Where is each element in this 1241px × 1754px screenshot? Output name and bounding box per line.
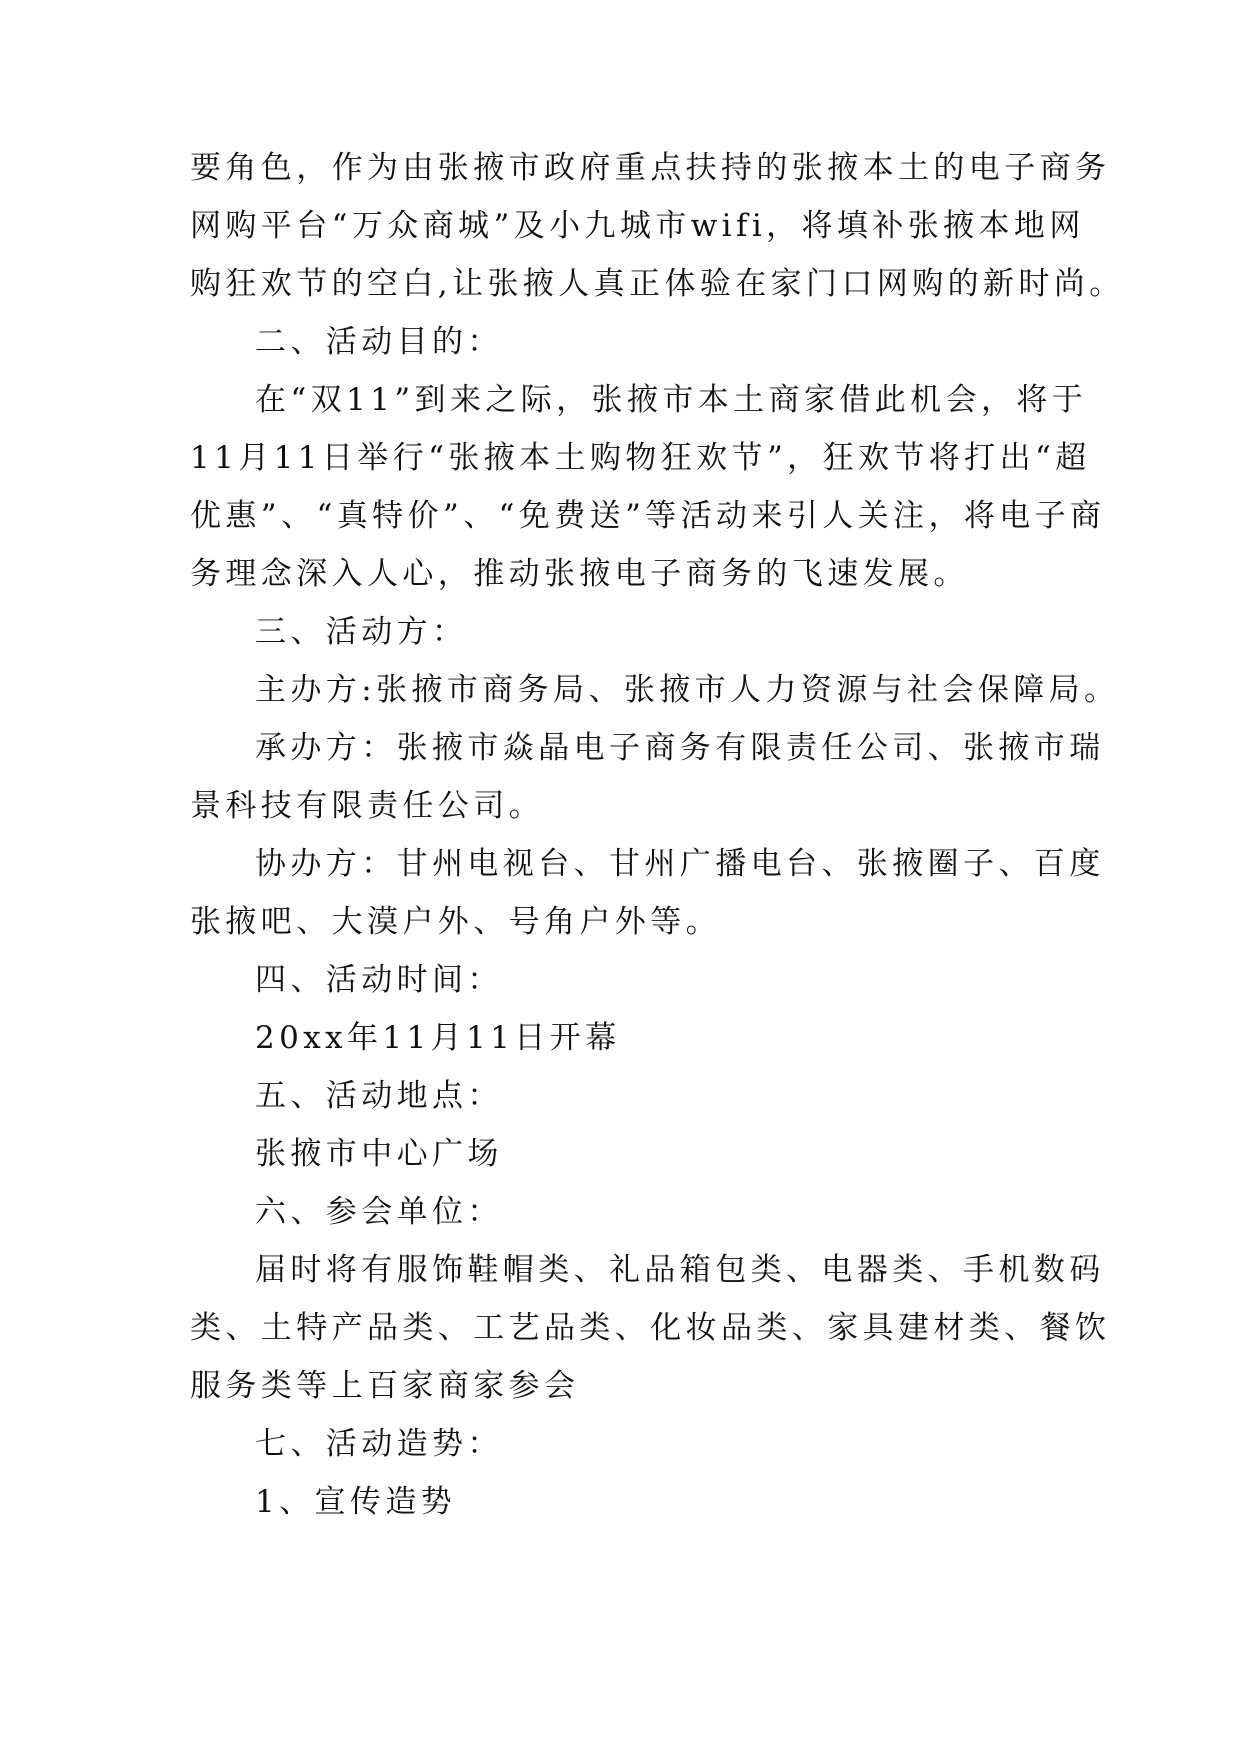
paragraph-line: 网购平台“万众商城”及小九城市wifi，将填补张掖本地网	[190, 208, 1085, 244]
paragraph-line: 11月11日举行“张掖本土购物狂欢节”，狂欢节将打出“超	[190, 440, 1091, 476]
paragraph-line: 主办方:张掖市商务局、张掖市人力资源与社会保障局。	[255, 672, 1120, 708]
paragraph-line: 1、宣传造势	[255, 1484, 457, 1520]
paragraph-line: 务理念深入人心，推动张掖电子商务的飞速发展。	[190, 556, 969, 592]
paragraph-line: 优惠”、“真特价”、“免费送”等活动来引人关注，将电子商	[190, 498, 1106, 534]
paragraph-line: 承办方：张掖市焱晶电子商务有限责任公司、张掖市瑞	[255, 730, 1105, 766]
section-heading: 六、参会单位：	[255, 1194, 503, 1230]
paragraph-line: 届时将有服饰鞋帽类、礼品箱包类、电器类、手机数码	[255, 1252, 1105, 1288]
paragraph-line: 20xx年11月11日开幕	[255, 1020, 621, 1056]
paragraph-line: 张掖吧、大漠户外、号角户外等。	[190, 904, 721, 940]
paragraph-line: 协办方：甘州电视台、甘州广播电台、张掖圈子、百度	[255, 846, 1105, 882]
paragraph-line: 张掖市中心广场	[255, 1136, 503, 1172]
section-heading: 二、活动目的：	[255, 324, 503, 360]
section-heading: 七、活动造势：	[255, 1426, 503, 1462]
section-heading: 三、活动方：	[255, 614, 468, 650]
paragraph-line: 购狂欢节的空白,让张掖人真正体验在家门口网购的新时尚。	[190, 266, 1125, 302]
paragraph-line: 类、土特产品类、工艺品类、化妆品类、家具建材类、餐饮	[190, 1310, 1111, 1346]
paragraph-line: 服务类等上百家商家参会	[190, 1368, 580, 1404]
section-heading: 五、活动地点：	[255, 1078, 503, 1114]
paragraph-line: 要角色，作为由张掖市政府重点扶持的张掖本土的电子商务	[190, 150, 1111, 186]
paragraph-line: 在“双11”到来之际，张掖市本土商家借此机会，将于	[255, 382, 1088, 418]
paragraph-line: 景科技有限责任公司。	[190, 788, 544, 824]
section-heading: 四、活动时间：	[255, 962, 503, 998]
